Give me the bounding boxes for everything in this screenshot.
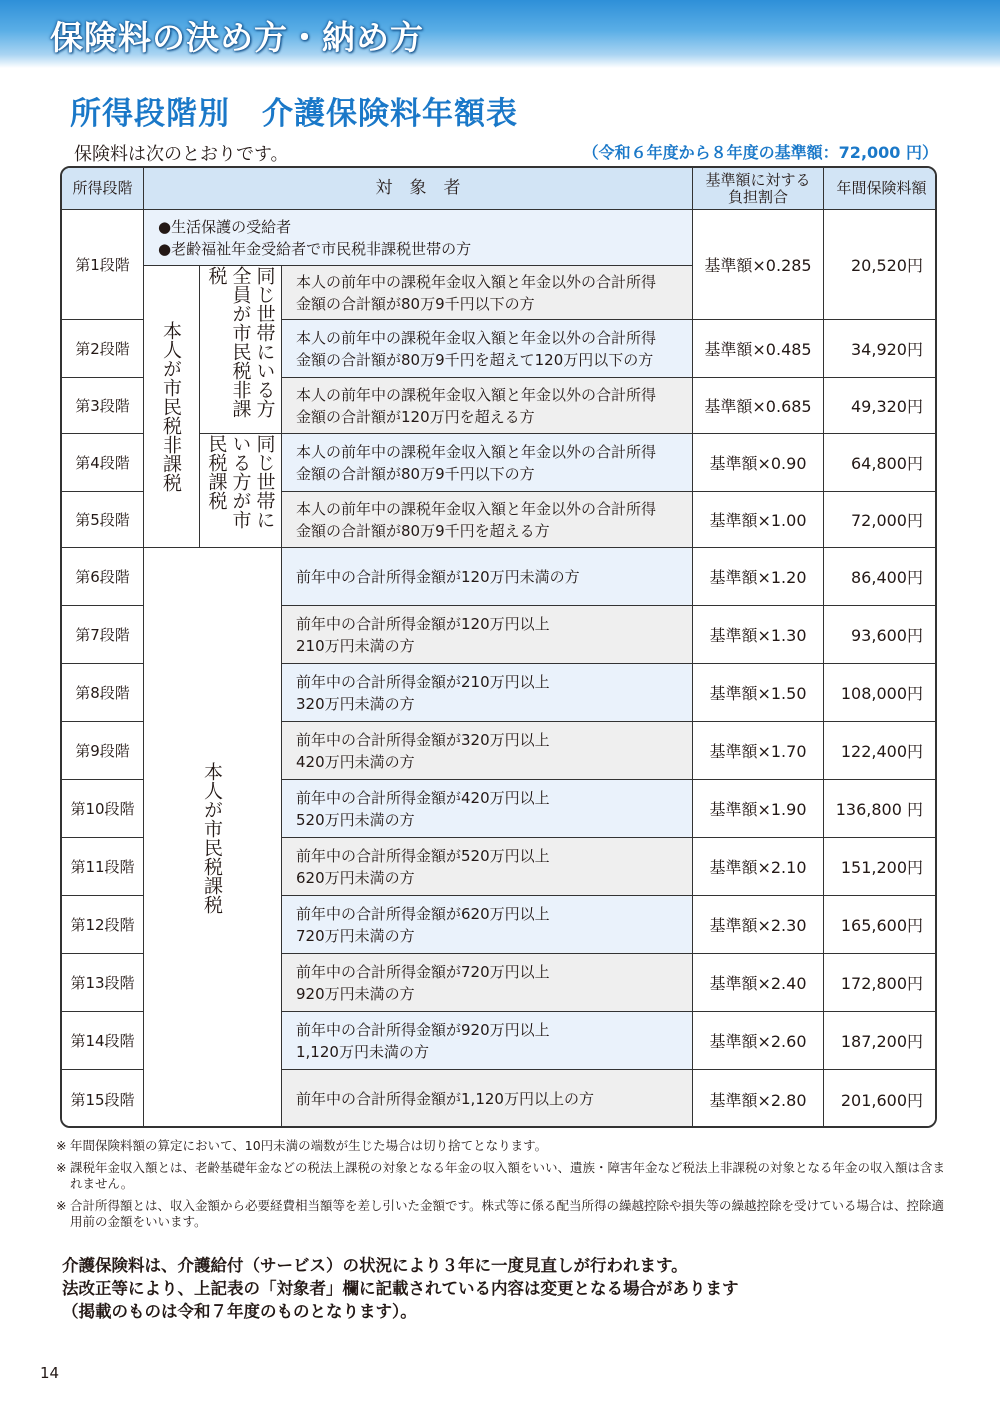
fee-cell: 108,000円 — [824, 664, 937, 722]
target-line: 前年中の合計所得金額が720万円以上 — [296, 962, 550, 981]
target-line: 本人の前年中の課税年金収入額と年金以外の合計所得 — [296, 328, 657, 347]
closing-text — [62, 1254, 739, 1323]
ratio-cell: 基準額×2.40 — [693, 954, 824, 1012]
target-line: 本人の前年中の課税年金収入額と年金以外の合計所得 — [296, 442, 657, 461]
fee-cell: 201,600円 — [824, 1070, 937, 1128]
fee-cell: 93,600円 — [824, 606, 937, 664]
fee-cell: 20,520円 — [824, 210, 937, 320]
header-ratio — [693, 168, 824, 210]
target-line: ●生活保護の受給者 — [158, 217, 292, 236]
footnote — [56, 1138, 946, 1154]
stage-cell: 第4段階 — [62, 434, 144, 492]
target-line: 前年中の合計所得金額が210万円以上 — [296, 672, 550, 691]
target-cell — [144, 210, 693, 266]
target-line: 前年中の合計所得金額が620万円以上 — [296, 904, 550, 923]
footnote-mark: ※ — [56, 1138, 67, 1153]
target-cell — [282, 896, 693, 954]
footnote-mark: ※ — [56, 1160, 67, 1175]
target-line: 金額の合計額が80万9千円以下の方 — [296, 464, 535, 483]
target-cell — [282, 492, 693, 548]
ratio-cell: 基準額×1.30 — [693, 606, 824, 664]
target-cell — [282, 1070, 693, 1128]
stage-cell: 第8段階 — [62, 664, 144, 722]
group-household-nontaxed: 同じ世帯にいる方全員が市民税非課税 — [200, 266, 282, 434]
fee-cell: 187,200円 — [824, 1012, 937, 1070]
target-line: 前年中の合計所得金額が420万円以上 — [296, 788, 550, 807]
target-line: 金額の合計額が80万9千円以下の方 — [296, 294, 535, 313]
target-line: 420万円未満の方 — [296, 752, 415, 771]
target-line: 320万円未満の方 — [296, 694, 415, 713]
footnote — [56, 1160, 946, 1192]
target-line: 金額の合計額が120万円を超える方 — [296, 407, 535, 426]
ratio-cell: 基準額×2.60 — [693, 1012, 824, 1070]
target-cell — [282, 266, 693, 320]
ratio-cell: 基準額×0.485 — [693, 320, 824, 378]
stage-cell: 第13段階 — [62, 954, 144, 1012]
group-household-taxed: 同じ世帯にいる方が市民税課税 — [200, 434, 282, 548]
ratio-cell: 基準額×1.00 — [693, 492, 824, 548]
header-fee: 年間保険料額 — [824, 168, 937, 210]
target-line: 前年中の合計所得金額が920万円以上 — [296, 1020, 550, 1039]
stage-cell: 第15段階 — [62, 1070, 144, 1128]
fee-cell: 122,400円 — [824, 722, 937, 780]
target-cell — [282, 378, 693, 434]
target-line: 前年中の合計所得金額が520万円以上 — [296, 846, 550, 865]
ratio-cell: 基準額×1.90 — [693, 780, 824, 838]
page-number: 14 — [40, 1364, 60, 1382]
target-cell — [282, 664, 693, 722]
footnote — [56, 1198, 946, 1230]
fee-cell: 86,400円 — [824, 548, 937, 606]
stage-cell: 第10段階 — [62, 780, 144, 838]
target-cell — [282, 320, 693, 378]
banner-title: 保険料の決め方・納め方 — [50, 18, 424, 57]
target-cell — [282, 606, 693, 664]
footnote-text: 年間保険料額の算定において、10円未満の端数が生じた場合は切り捨てとなります。 — [70, 1138, 548, 1153]
target-cell — [282, 838, 693, 896]
fee-cell: 64,800円 — [824, 434, 937, 492]
group-nontaxed-self: 本人が市民税非課税 — [144, 266, 200, 548]
fee-cell: 136,800 円 — [824, 780, 937, 838]
target-line: 前年中の合計所得金額が120万円以上 — [296, 614, 550, 633]
target-line: 金額の合計額が80万9千円を超える方 — [296, 521, 550, 540]
target-line: 1,120万円未満の方 — [296, 1042, 429, 1061]
section-title: 所得段階別 介護保険料年額表 — [70, 96, 518, 132]
fee-cell: 49,320円 — [824, 378, 937, 434]
target-line: 本人の前年中の課税年金収入額と年金以外の合計所得 — [296, 499, 657, 518]
intro-text: 保険料は次のとおりです。 — [74, 144, 289, 165]
stage-cell: 第1段階 — [62, 210, 144, 320]
closing-line: 法改正等により、上記表の「対象者」欄に記載されている内容は変更となる場合があります — [62, 1279, 739, 1298]
base-amount-note: （令和６年度から８年度の基準額：72,000 円） — [582, 143, 938, 162]
target-line: 620万円未満の方 — [296, 868, 415, 887]
target-line: 本人の前年中の課税年金収入額と年金以外の合計所得 — [296, 272, 657, 291]
target-line: 520万円未満の方 — [296, 810, 415, 829]
target-line: ●老齢福祉年金受給者で市民税非課税世帯の方 — [158, 239, 472, 258]
target-line: 210万円未満の方 — [296, 636, 415, 655]
fee-cell: 172,800円 — [824, 954, 937, 1012]
ratio-cell: 基準額×2.80 — [693, 1070, 824, 1128]
stage-cell: 第5段階 — [62, 492, 144, 548]
ratio-cell: 基準額×0.285 — [693, 210, 824, 320]
closing-line: 介護保険料は、介護給付（サービス）の状況により３年に一度見直しが行われます。 — [62, 1256, 688, 1275]
target-line: 前年中の合計所得金額が320万円以上 — [296, 730, 550, 749]
stage-cell: 第14段階 — [62, 1012, 144, 1070]
target-cell — [282, 780, 693, 838]
header-banner — [0, 0, 1000, 68]
fee-cell: 72,000円 — [824, 492, 937, 548]
fee-cell: 34,920円 — [824, 320, 937, 378]
footnotes — [56, 1138, 946, 1236]
stage-cell: 第2段階 — [62, 320, 144, 378]
fee-cell: 165,600円 — [824, 896, 937, 954]
stage-cell: 第3段階 — [62, 378, 144, 434]
stage-cell: 第12段階 — [62, 896, 144, 954]
target-cell — [282, 548, 693, 606]
stage-cell: 第11段階 — [62, 838, 144, 896]
target-line: 前年中の合計所得金額が120万円未満の方 — [296, 567, 580, 586]
ratio-cell: 基準額×1.20 — [693, 548, 824, 606]
target-cell — [282, 722, 693, 780]
footnote-text: 合計所得額とは、収入金額から必要経費相当額等を差し引いた金額です。株式等に係る配当所得の繰越控除や損失等の繰越控除を受けている場合は、控除適用前の金額をいいます。 — [70, 1198, 945, 1229]
ratio-cell: 基準額×0.90 — [693, 434, 824, 492]
footnote-text: 課税年金収入額とは、老齢基礎年金などの税法上課税の対象となる年金の収入額をいい、遺族・障害年金など税法上非課税の対象となる年金の収入額は含まれません。 — [70, 1160, 946, 1191]
header-stage: 所得段階 — [62, 168, 144, 210]
ratio-cell: 基準額×1.70 — [693, 722, 824, 780]
stage-cell: 第6段階 — [62, 548, 144, 606]
target-line: 金額の合計額が80万9千円を超えて120万円以下の方 — [296, 350, 654, 369]
ratio-cell: 基準額×2.30 — [693, 896, 824, 954]
ratio-cell: 基準額×1.50 — [693, 664, 824, 722]
ratio-cell: 基準額×2.10 — [693, 838, 824, 896]
fee-cell: 151,200円 — [824, 838, 937, 896]
header-ratio-line1: 基準額に対する — [705, 170, 811, 189]
group-taxed-self: 本人が市民税課税 — [144, 548, 282, 1128]
ratio-cell: 基準額×0.685 — [693, 378, 824, 434]
stage-cell: 第7段階 — [62, 606, 144, 664]
target-line: 前年中の合計所得金額が1,120万円以上の方 — [296, 1090, 594, 1108]
header-ratio-line2: 負担割合 — [727, 187, 788, 206]
closing-line: （掲載のものは令和７年度のものとなります）。 — [62, 1302, 417, 1321]
header-target: 対 象 者 — [144, 168, 693, 210]
target-line: 720万円未満の方 — [296, 926, 415, 945]
target-cell — [282, 434, 693, 492]
target-line: 本人の前年中の課税年金収入額と年金以外の合計所得 — [296, 385, 657, 404]
target-line: 920万円未満の方 — [296, 984, 415, 1003]
premium-table — [60, 166, 937, 1128]
stage-cell: 第9段階 — [62, 722, 144, 780]
footnote-mark: ※ — [56, 1198, 67, 1213]
target-cell — [282, 1012, 693, 1070]
target-cell — [282, 954, 693, 1012]
